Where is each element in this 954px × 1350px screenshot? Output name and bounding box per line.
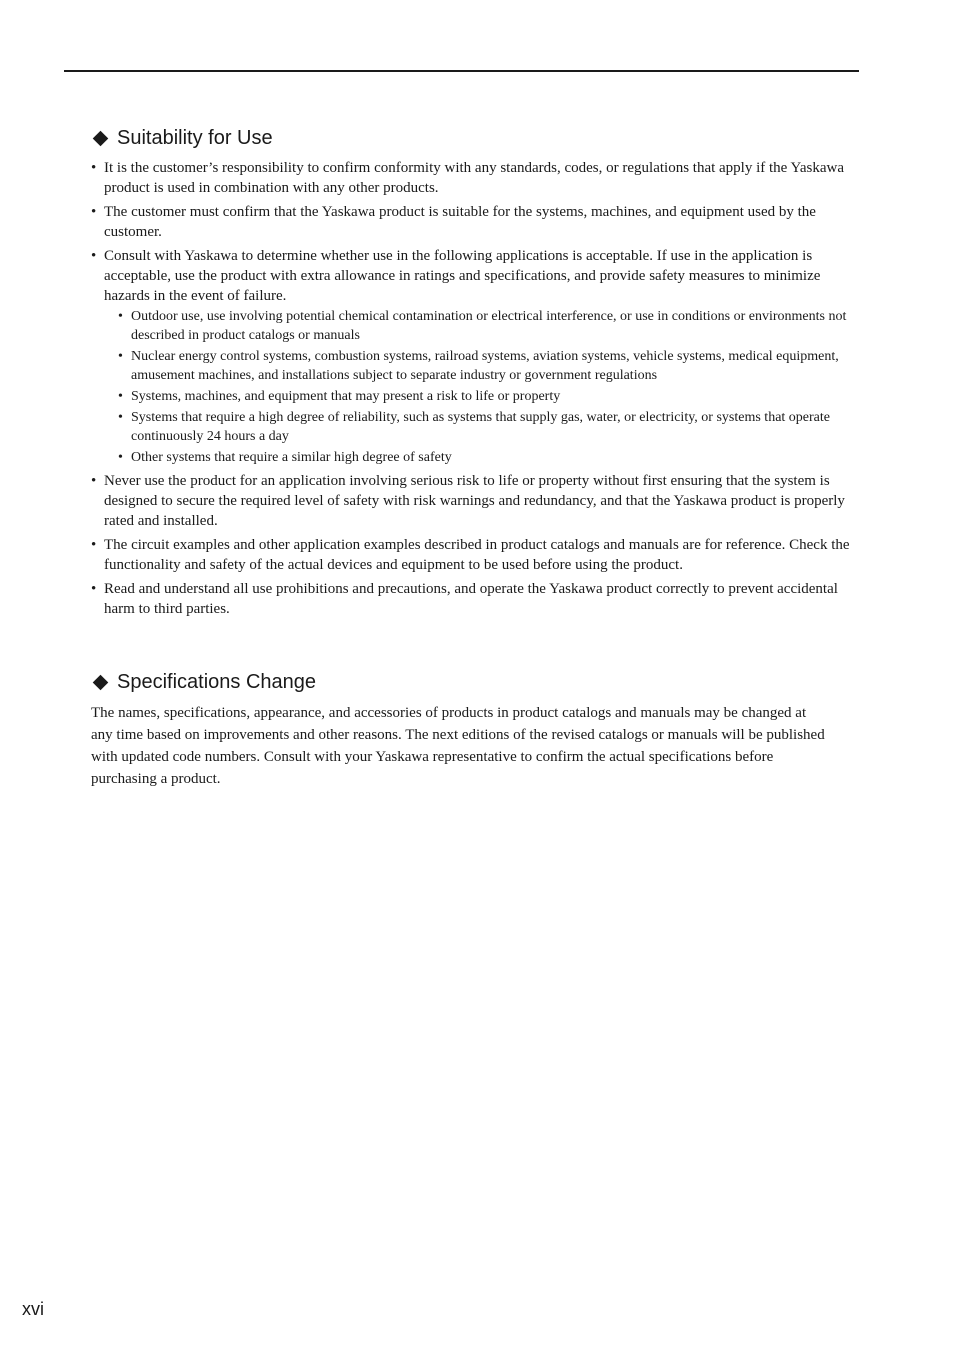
diamond-bullet-icon xyxy=(93,130,109,146)
suitability-heading xyxy=(91,126,851,150)
suitability-section xyxy=(91,126,851,623)
suitability-heading-text: Suitability for Use xyxy=(117,127,273,149)
suitability-list xyxy=(91,158,851,619)
list-item-text: Consult with Yaskawa to determine whether use in the following applications is acceptable. If use in the application is acceptable, use the product with extra allowance in ratings and specifications, and provide safety measures to minimize hazards in the event of failure. xyxy=(104,248,821,304)
sub-list-item: • Nuclear energy control systems, combustion systems, railroad systems, aviation systems, vehicle systems, medical equipment, amusement machines, and installations subject to separate industry or government regulations xyxy=(118,347,868,385)
sub-list-item: • Systems that require a high degree of reliability, such as systems that supply gas, water, or electricity, or systems that operate continuously 24 hours a day xyxy=(118,408,868,446)
specifications-heading xyxy=(91,670,851,694)
sub-list-item: • Systems, machines, and equipment that may present a risk to life or property xyxy=(118,387,868,406)
list-item: • Read and understand all use prohibitions and precautions, and operate the Yaskawa product correctly to prevent accidental harm to third parties. xyxy=(91,579,851,619)
list-item: • The customer must confirm that the Yaskawa product is suitable for the systems, machines, and equipment used by the customer. xyxy=(91,202,851,242)
list-item: • Never use the product for an application involving serious risk to life or property without first ensuring that the system is designed to secure the required level of safety with risk warnings and redundancy, and that the Yaskawa product is properly rated and installed. xyxy=(91,471,851,531)
specifications-heading-text: Specifications Change xyxy=(117,671,317,693)
specifications-paragraph: The names, specifications, appearance, and accessories of products in product catalogs and manuals may be changed at any time based on improvements and other reasons. The next editions of the revised catalogs or manuals will be published with updated code numbers. Consult with your Yaskawa representative to confirm the actual specifications before purchasing a product. xyxy=(91,705,825,787)
list-item: • It is the customer’s responsibility to confirm conformity with any standards, codes, or regulations that apply if the Yaskawa product is used in combination with any other products. xyxy=(91,158,851,198)
page-number: xvi xyxy=(22,1299,44,1319)
application-sublist xyxy=(104,307,868,467)
sub-list-item: • Outdoor use, use involving potential chemical contamination or electrical interference, or use in conditions or environments not described in product catalogs or manuals xyxy=(118,307,868,345)
header-rule xyxy=(64,70,859,72)
list-item-consult xyxy=(91,246,851,467)
sub-list-item: • Other systems that require a similar high degree of safety xyxy=(118,448,868,467)
list-item: • The circuit examples and other application examples described in product catalogs and manuals are for reference. Check the functionality and safety of the actual devices and equipment to be used before using the product. xyxy=(91,535,851,575)
diamond-bullet-icon xyxy=(93,674,109,690)
specifications-section xyxy=(91,670,851,790)
